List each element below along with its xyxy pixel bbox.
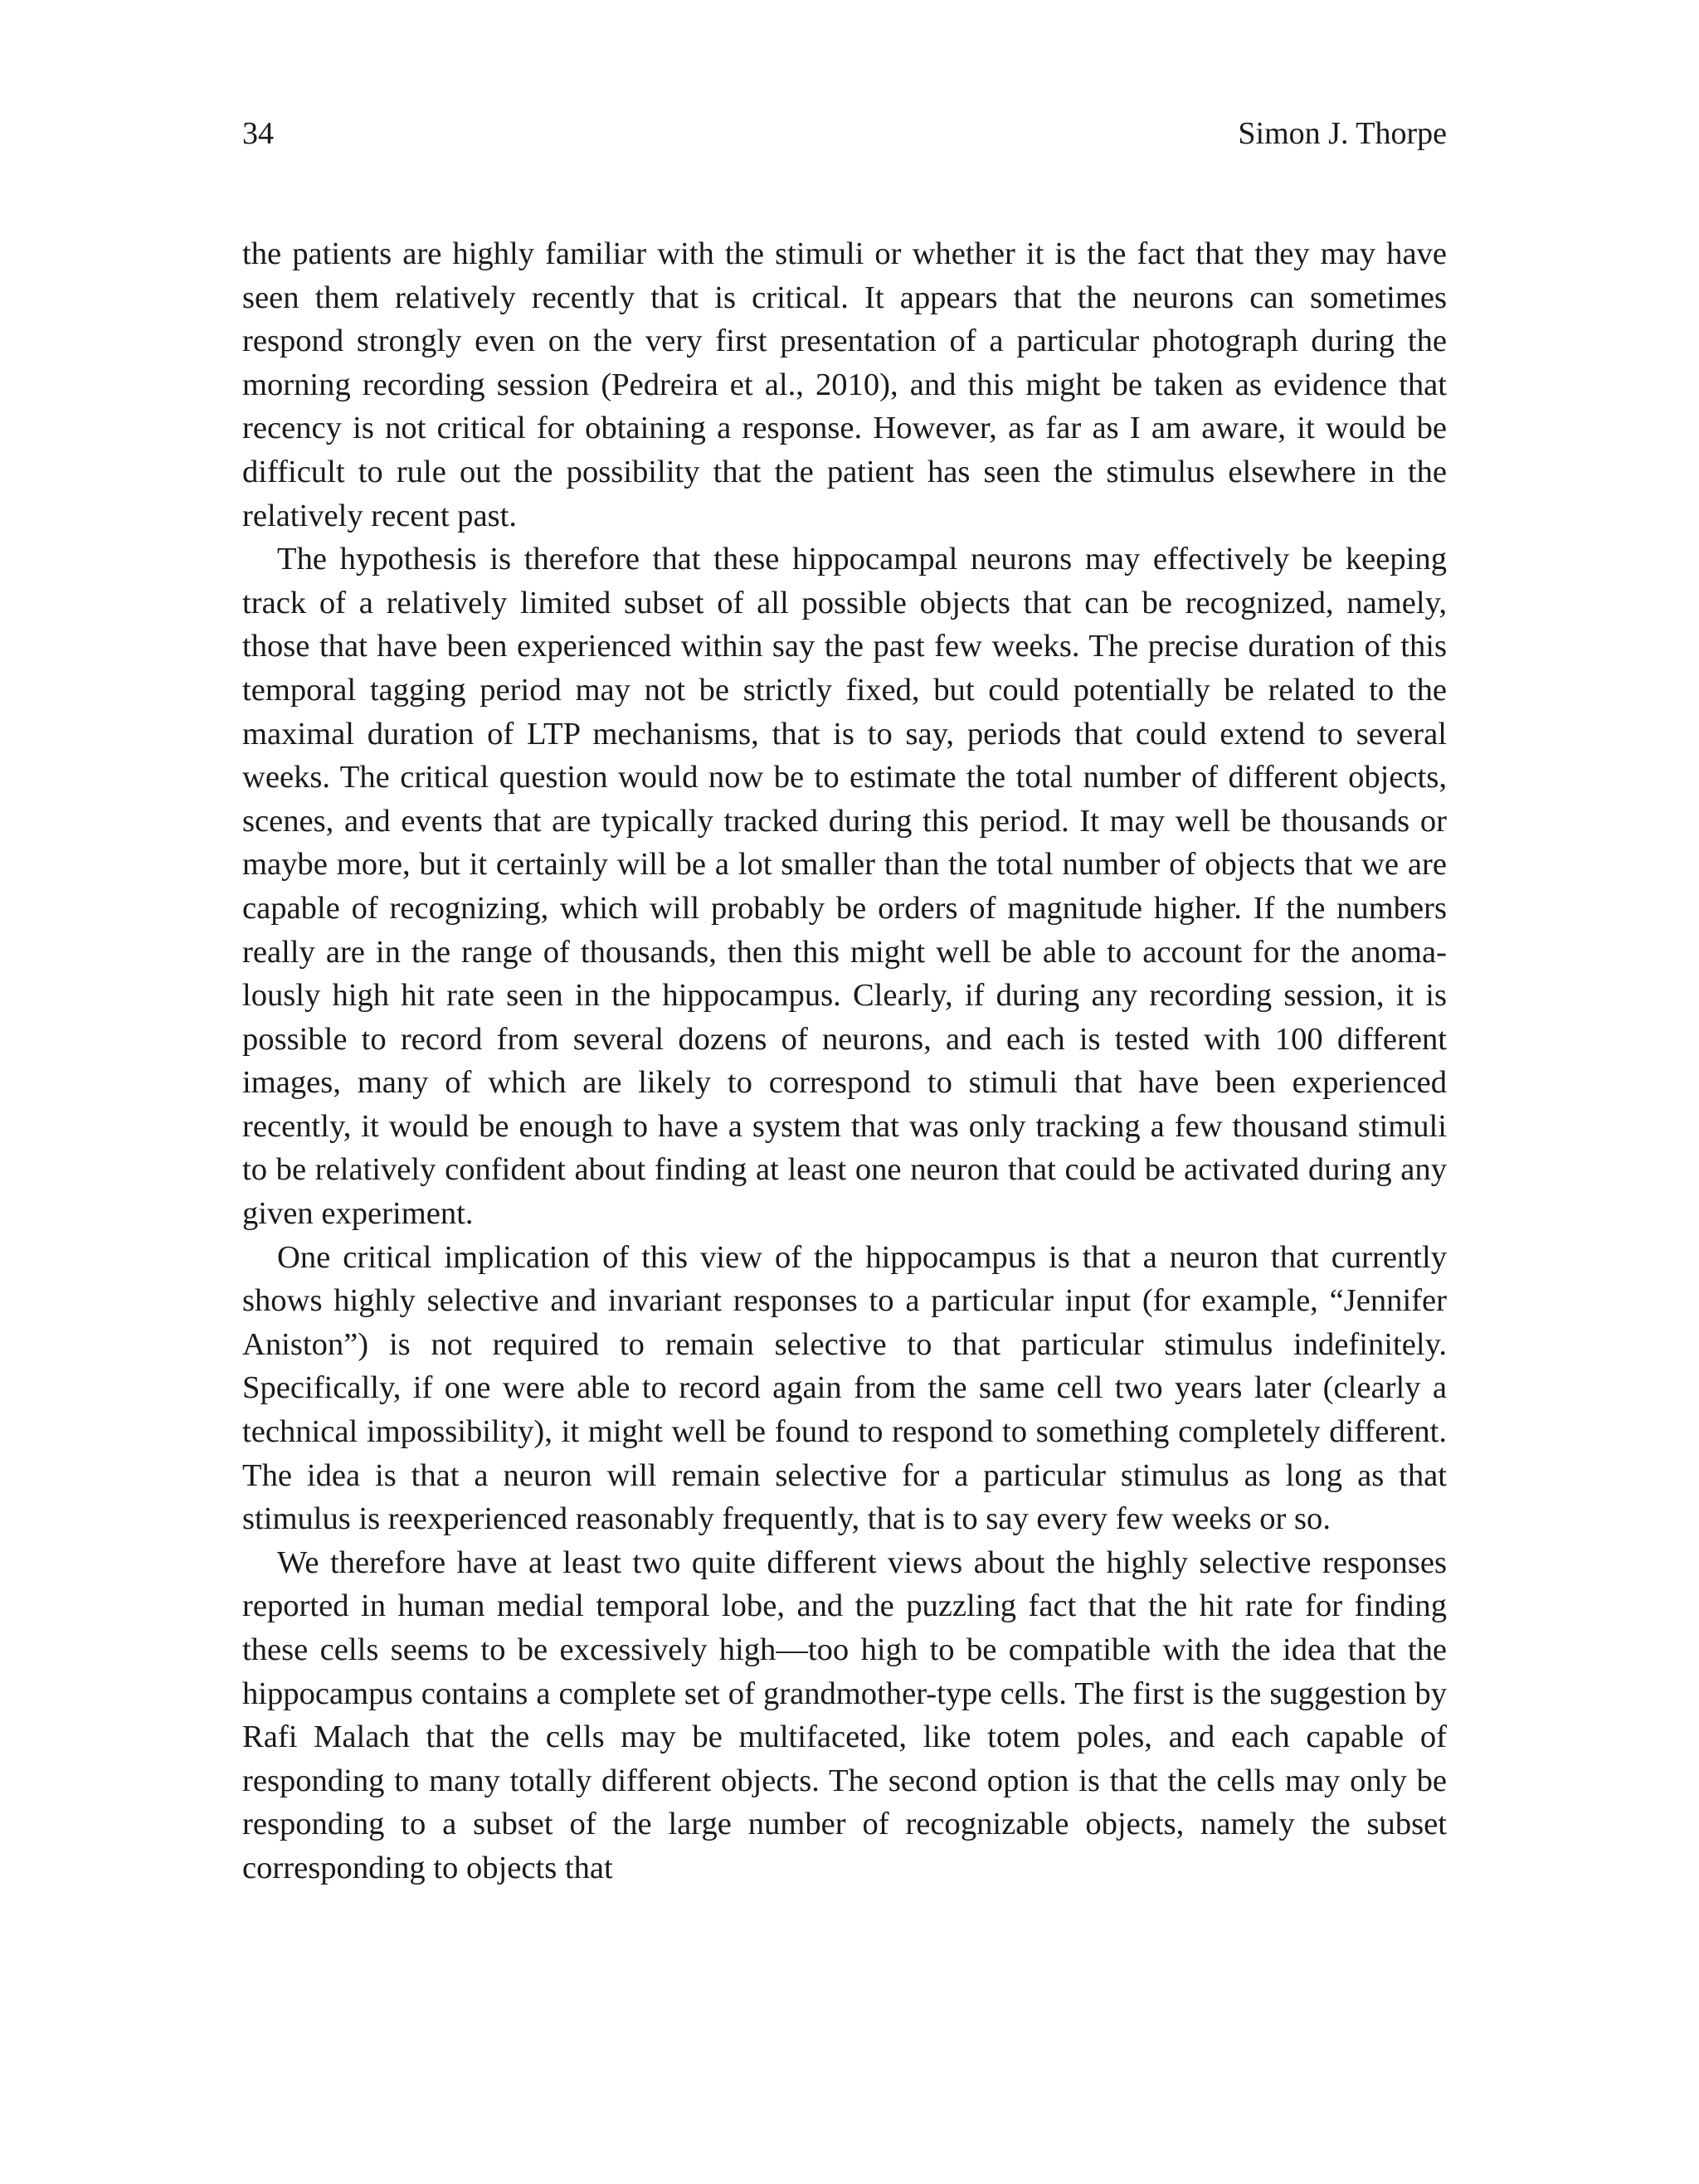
running-head-author: Simon J. Thorpe [1238, 116, 1447, 151]
paragraph: We therefore have at least two quite different views about the highly selective responses reported in human medial temporal lobe, and the puzzling fact that the hit rate for finding these cells seems to be excessively high—too high to be compatible with the idea that the hippocampus contains a complete set of grandmother-type cells. The first is the suggestion by Rafi Malach that the cells may be multifaceted, like totem poles, and each capable of responding to many totally different objects. The second option is that the cells may only be responding to a subset of the large number of recognizable objects, namely the subset corresponding to objects that [242, 1544, 1447, 1885]
page-number: 34 [242, 116, 274, 151]
paragraph: The hypothesis is therefore that these hippocampal neurons may effectively be keeping track of a relatively limited subset of all possible objects that can be recognized, namely, those that have been experienced within say the past few weeks. The precise duration of this temporal tagging period may not be strictly fixed, but could potentially be related to the maximal duration of LTP mechanisms, that is to say, periods that could extend to several weeks. The critical question would now be to estimate the total number of different objects, scenes, and events that are typically tracked during this period. It may well be thousands or maybe more, but it certainly will be a lot smaller than the total number of objects that we are capable of recognizing, which will probably be orders of magnitude higher. If the numbers really are in the range of thousands, then this might well be able to account for the anomalously high hit rate seen in the hippocampus. Clearly, if during any recording session, it is possible to record from several dozens of neurons, and each is tested with 100 different images, many of which are likely to correspond to stimuli that have been experienced recently, it would be enough to have a system that was only tracking a few thousand stimuli to be relatively confident about finding at least one neuron that could be activated during any given experiment. [242, 542, 1447, 1232]
body-text [242, 232, 1447, 1890]
running-head [242, 114, 1447, 153]
paragraph: the patients are highly familiar with the stimuli or whether it is the fact that they may have seen them relatively recently that is critical. It appears that the neurons can sometimes respond strongly even on the very first presentation of a particular photograph during the morning recording session (Pedreira et al., 2010), and this might be taken as evidence that recency is not critical for obtaining a response. However, as far as I am aware, it would be difficult to rule out the possibility that the patient has seen the stimulus elsewhere in the relatively recent past. [242, 236, 1447, 533]
paragraph: One critical implication of this view of the hippocampus is that a neuron that currently shows highly selective and invariant responses to a particular input (for example, “Jennifer Aniston”) is not required to remain selective to that particular stimulus indefinitely. Specifically, if one were able to record again from the same cell two years later (clearly a technical impossibility), it might well be found to respond to something completely different. The idea is that a neuron will remain selective for a particular stimulus as long as that stimulus is reexperienced reasonably frequently, that is to say every few weeks or so. [242, 1239, 1447, 1537]
